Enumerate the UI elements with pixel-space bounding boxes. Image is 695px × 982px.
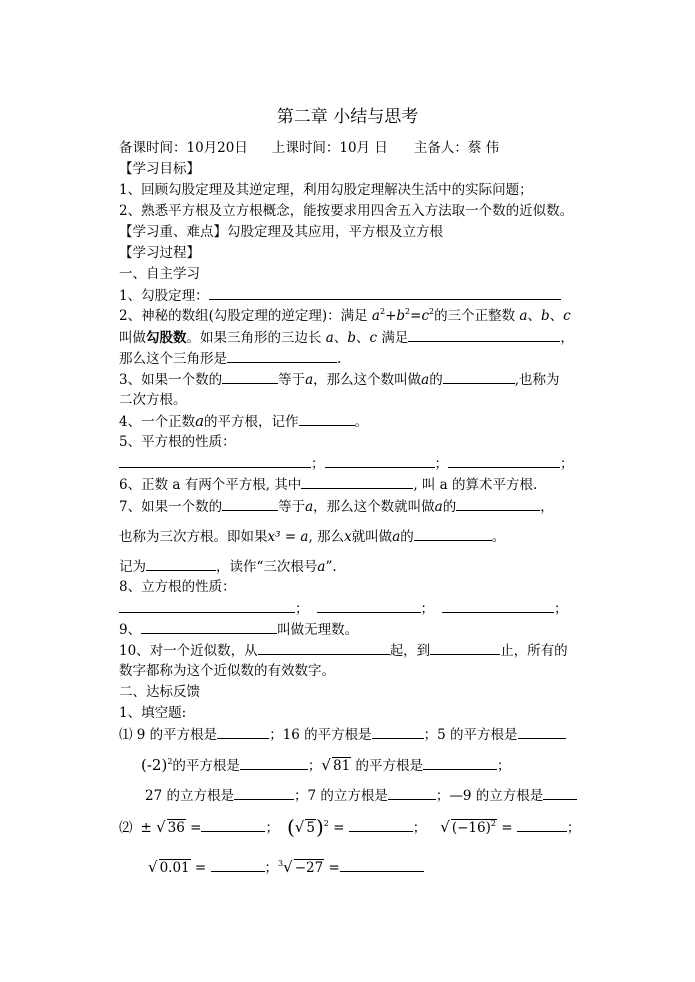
key-points-line <box>119 223 443 241</box>
sqrt-icon: √ <box>156 818 166 836</box>
q5-blank-3[interactable] <box>448 454 560 468</box>
question-2-line-3: 那么这个三角形是 . <box>119 351 342 367</box>
p1-blank-5[interactable] <box>423 756 497 770</box>
q5-blank-1[interactable] <box>119 454 311 468</box>
self-study-heading: 一、自主学习 <box>119 266 200 282</box>
q10-blank-2[interactable] <box>430 641 500 655</box>
cube-root-index: 3 <box>278 859 284 868</box>
p1-blank-6[interactable] <box>234 786 294 800</box>
problem-2-line-1: ⑵ ± √ 36 = ； (√ 5)$^2$ = ； √ $(-16)^2$ = ； <box>119 815 581 839</box>
feedback-heading: 二、达标反馈 <box>119 684 200 700</box>
question-5: 5、平方根的性质： <box>119 434 236 450</box>
q10-blank-1[interactable] <box>258 641 390 655</box>
preparer: 主备人：蔡 伟 <box>413 140 500 156</box>
q7-blank-1[interactable] <box>222 497 278 511</box>
gougu-number-term: 勾股数 <box>146 330 187 346</box>
q6-blank[interactable] <box>301 475 413 489</box>
q7-blank-4[interactable] <box>146 557 216 571</box>
q8-blank-2[interactable] <box>317 599 421 613</box>
question-3-line-2: 二次方根。 <box>119 392 187 408</box>
process-heading: 【学习过程】 <box>119 245 200 261</box>
q2-condition-blank[interactable] <box>408 328 560 342</box>
question-5-blanks: ； ； ； <box>119 454 574 473</box>
q5-blank-2[interactable] <box>325 454 435 468</box>
q7-blank-2[interactable] <box>456 497 540 511</box>
q3-blank-1[interactable] <box>222 370 278 384</box>
problem-2-line-2: √ 0.01 = ；$^3$√ −27 = <box>148 858 424 877</box>
cube-equation: x³ = a <box>267 529 309 545</box>
sqrt-icon: √ <box>148 858 158 876</box>
goals-heading: 【学习目标】 <box>119 161 200 177</box>
p2-blank-1[interactable] <box>201 818 265 832</box>
key-points-text: 勾股定理及其应用，平方根及立方根 <box>227 224 443 240</box>
p1-blank-3[interactable] <box>518 725 566 739</box>
problem-1-line-3: 27 的立方根是 ；7 的立方根是 ；—9 的立方根是 <box>145 786 577 805</box>
question-3-line-1: 3、如果一个数的 等于a，那么这个数叫做a的 ,也称为 <box>119 372 560 388</box>
question-6: 6、正数 a 有两个平方根, 其中 , 叫 a 的算术平方根. <box>119 477 538 493</box>
goal-item-1: 1、回顾勾股定理及其逆定理，利用勾股定理解决生活中的实际问题； <box>119 182 533 198</box>
p2-blank-4[interactable] <box>211 858 265 872</box>
sqrt-icon: √ <box>321 756 331 774</box>
fill-in-heading: 1、填空题: <box>119 705 187 721</box>
question-7-line-3: 记为 ，读作“三次根号a”. <box>119 559 337 575</box>
question-10-line-1: 10、对一个近似数，从 起，到 止，所有的 <box>119 643 568 659</box>
problem-1-label: ⑴ <box>119 727 133 743</box>
header-line <box>119 139 499 157</box>
question-7-line-1: 7、如果一个数的 等于a，那么这个数就叫做a的 ， <box>119 499 554 515</box>
p2-blank-3[interactable] <box>517 818 567 832</box>
question-2-line-2: 叫做勾股数。如果三角形的三边长 a、b、c 满足 ， <box>119 330 574 346</box>
question-1 <box>119 286 561 305</box>
problem-1-line-1: ⑴ 9 的平方根是 ；16 的平方根是 ；5 的平方根是 <box>119 725 566 744</box>
question-7-line-2: 也称为三次方根。即如果x³ = a, 那么x就叫做a的 。 <box>119 529 506 545</box>
q1-blank[interactable] <box>209 286 561 300</box>
p1-blank-4[interactable] <box>240 756 308 770</box>
q8-blank-1[interactable] <box>119 599 295 613</box>
question-8-blanks: ； ； ； <box>119 599 568 618</box>
p2-blank-2[interactable] <box>349 818 413 832</box>
question-2-line-1: 2、神秘的数组(勾股定理的逆定理)：满足 $a^2+b^2=c^2$的三个正整数 a、b、c <box>119 307 571 324</box>
cube-root-icon: √ <box>283 858 293 876</box>
p1-blank-8[interactable] <box>543 786 577 800</box>
class-time: 上课时间：10月 日 <box>271 140 388 156</box>
page-title: 第二章 小结与思考 <box>276 107 419 127</box>
q3-blank-2[interactable] <box>443 370 515 384</box>
sqrt-icon: √ <box>294 818 305 836</box>
p2-blank-5[interactable] <box>340 858 424 872</box>
q1-text: 1、勾股定理： <box>119 288 209 304</box>
question-8: 8、立方根的性质： <box>119 579 236 595</box>
q8-blank-3[interactable] <box>442 599 554 613</box>
question-10-line-2: 数字都称为这个近似数的有效数字。 <box>119 663 335 679</box>
q2-triangle-blank[interactable] <box>227 349 337 363</box>
question-4: 4、一个正数a的平方根，记作 。 <box>119 412 369 430</box>
p1-blank-2[interactable] <box>372 725 424 739</box>
q7-blank-3[interactable] <box>414 527 492 541</box>
problem-1-line-2: $(-2)^2$的平方根是 ；√ 81 的平方根是 ； <box>141 756 511 774</box>
sqrt-icon: √ <box>440 818 450 836</box>
q9-blank[interactable] <box>141 620 277 634</box>
question-9: 9、 叫做无理数。 <box>119 622 359 638</box>
prep-time: 备课时间：10月20日 <box>119 140 248 156</box>
p1-blank-1[interactable] <box>217 725 269 739</box>
p1-blank-7[interactable] <box>388 786 436 800</box>
q4-blank[interactable] <box>299 412 355 426</box>
key-points-heading: 【学习重、难点】 <box>119 224 227 240</box>
goal-item-2: 2、熟悉平方根及立方根概念，能按要求用四舍五入方法取一个数的近似数。 <box>119 203 574 219</box>
problem-2-label: ⑵ <box>119 820 133 836</box>
